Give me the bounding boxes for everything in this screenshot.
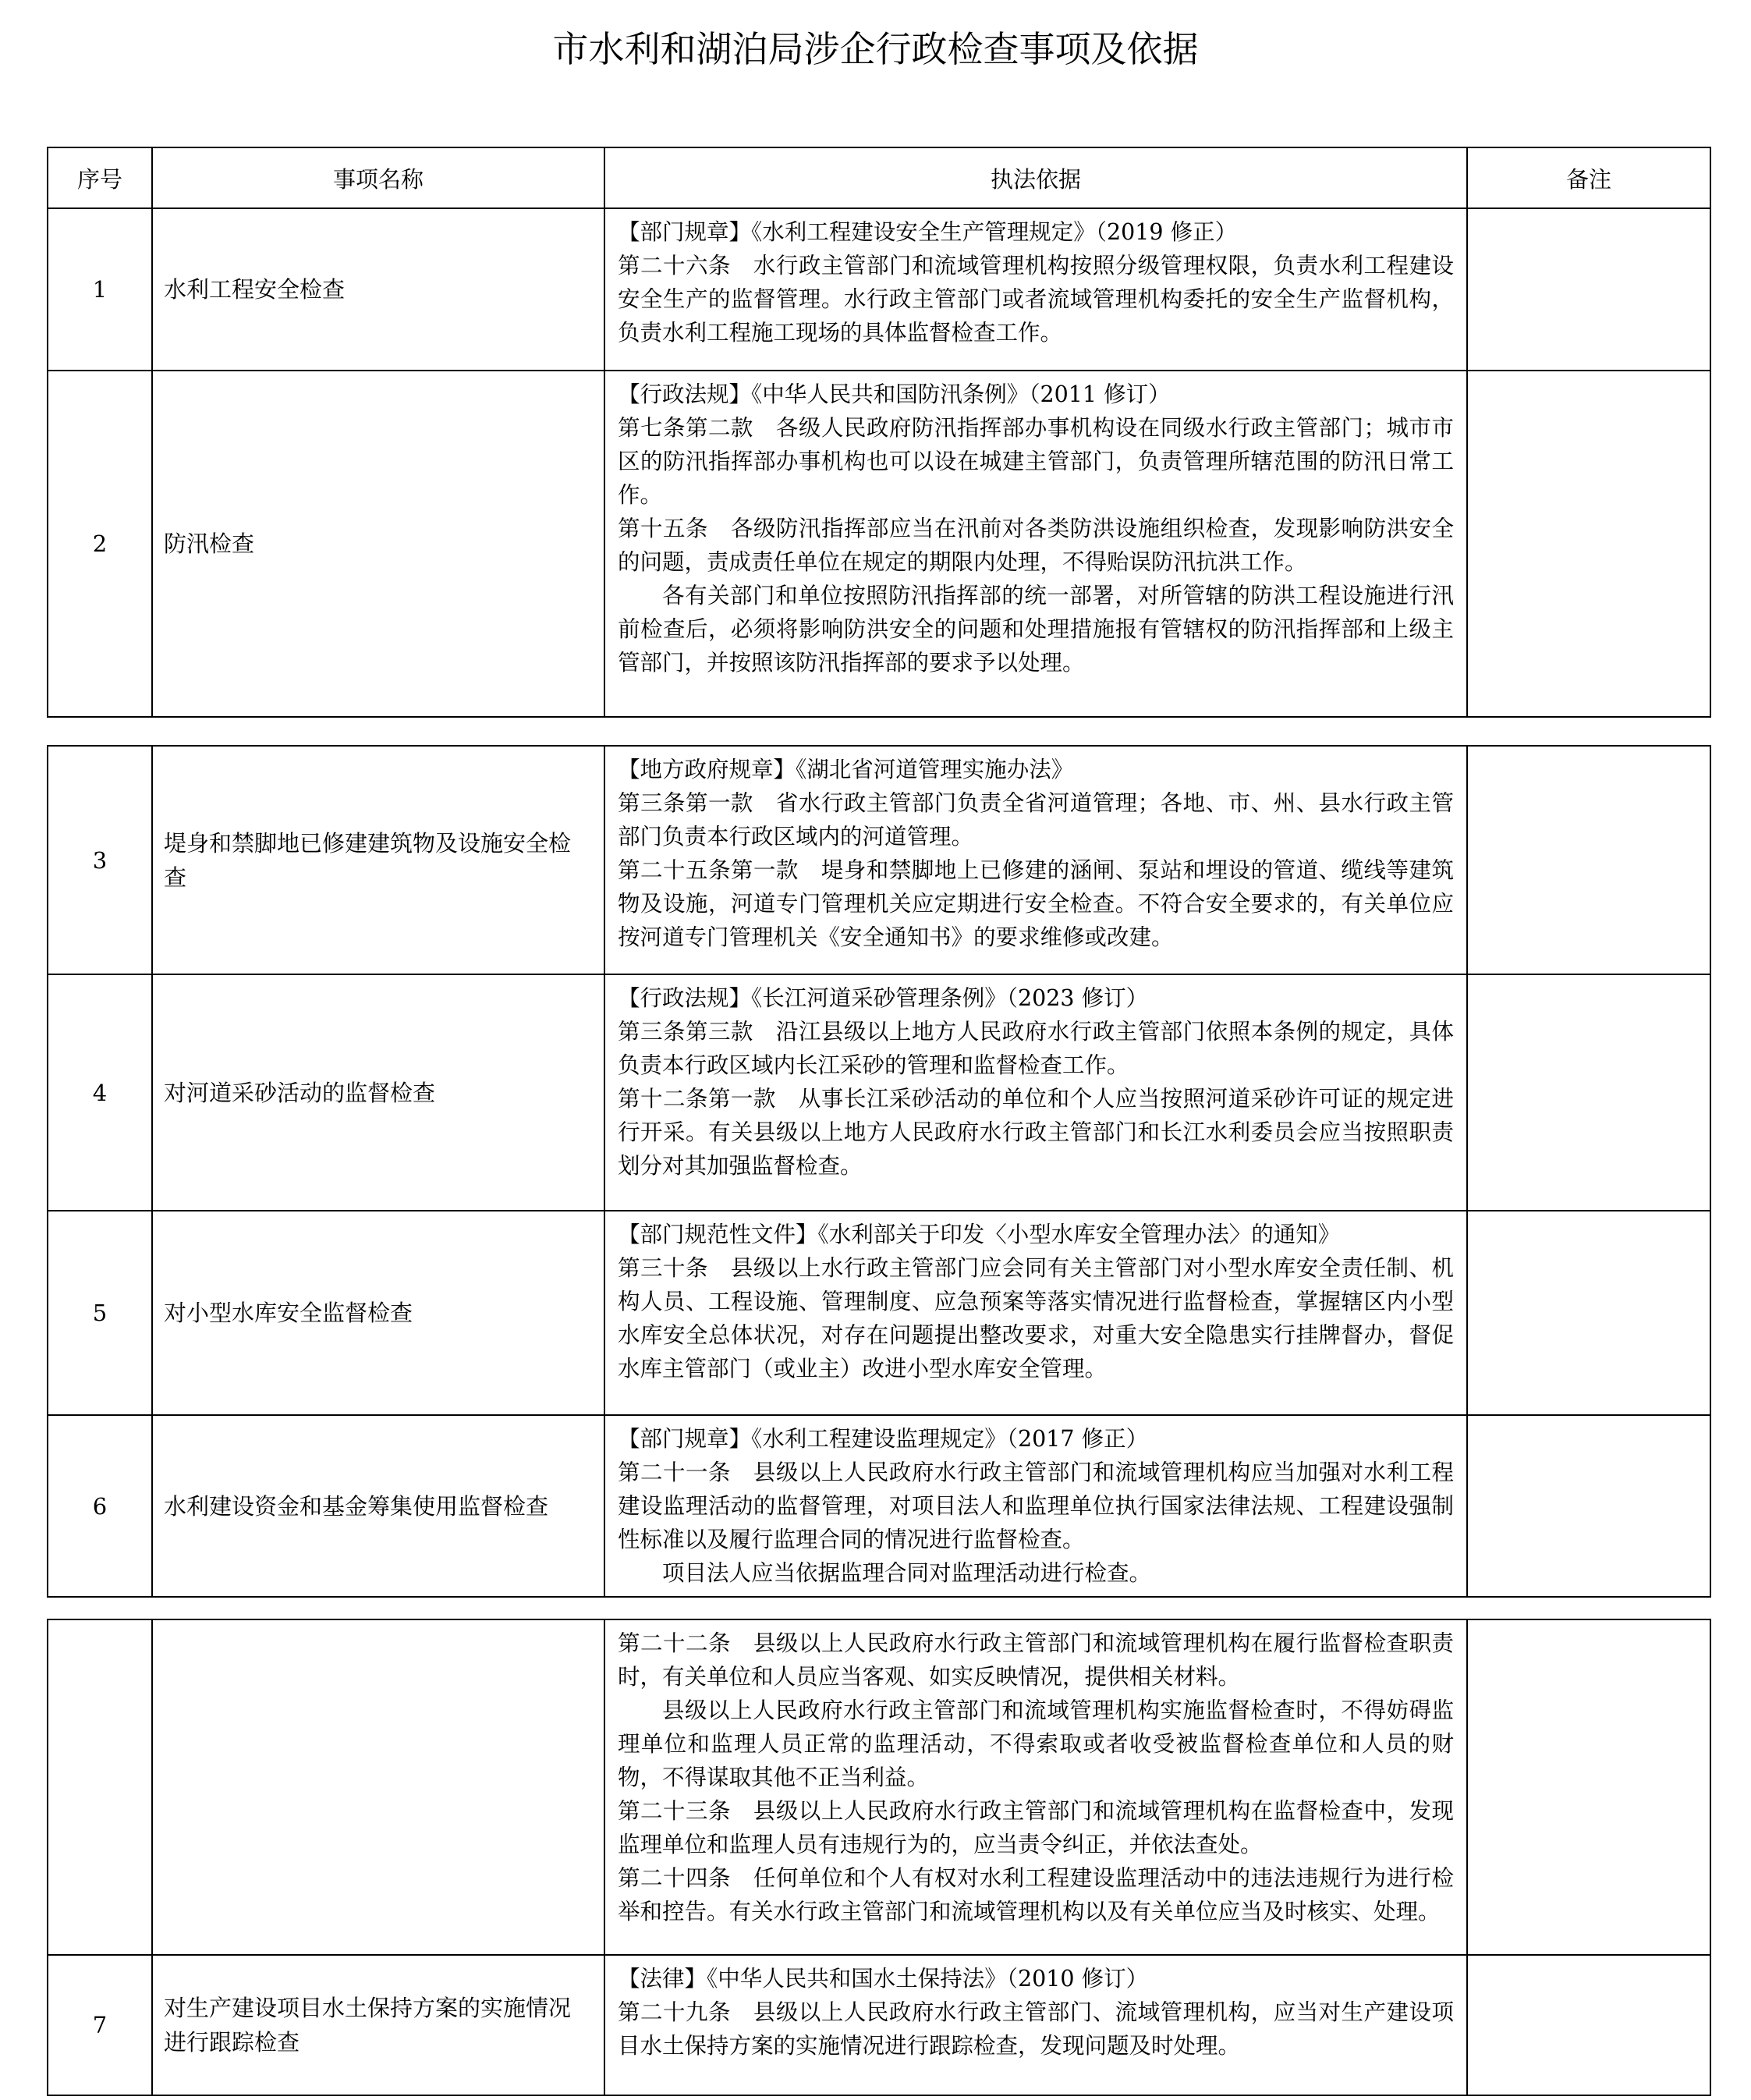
row-legal-basis xyxy=(604,974,1467,1211)
legal-basis-paragraph: 【行政法规】《中华人民共和国防汛条例》（2011 修订） xyxy=(618,381,1171,407)
row-remarks xyxy=(1467,974,1710,1211)
inspection-table-section xyxy=(47,745,1711,1598)
table-row xyxy=(48,1619,1710,1955)
row-seq: 1 xyxy=(48,208,152,371)
row-item-name: 堤身和禁脚地已修建建筑物及设施安全检查 xyxy=(152,746,604,974)
legal-basis-paragraph: 【行政法规】《长江河道采砂管理条例》（2023 修订） xyxy=(618,985,1149,1011)
row-remarks xyxy=(1467,1415,1710,1597)
header-seq: 序号 xyxy=(48,147,152,208)
row-remarks xyxy=(1467,1955,1710,2095)
legal-basis-paragraph: 县级以上人民政府水行政主管部门和流域管理机构实施监督检查时，不得妨碍监理单位和监理人员正常的监理活动，不得索取或者收受被监督检查单位和人员的财物，不得谋取其他不正当利益。 xyxy=(618,1697,1454,1790)
row-legal-basis xyxy=(604,1955,1467,2095)
header-remarks: 备注 xyxy=(1467,147,1710,208)
row-legal-basis xyxy=(604,746,1467,974)
row-legal-basis xyxy=(604,1619,1467,1955)
header-legal-basis: 执法依据 xyxy=(604,147,1467,208)
row-item-name: 对生产建设项目水土保持方案的实施情况进行跟踪检查 xyxy=(152,1955,604,2095)
legal-basis-paragraph: 第三条第一款 省水行政主管部门负责全省河道管理；各地、市、州、县水行政主管部门负责本行政区域内的河道管理。 xyxy=(618,790,1454,850)
row-remarks xyxy=(1467,1211,1710,1415)
row-seq: 5 xyxy=(48,1211,152,1415)
row-item-name: 对河道采砂活动的监督检查 xyxy=(152,974,604,1211)
legal-basis-paragraph: 【部门规章】《水利工程建设安全生产管理规定》（2019 修正） xyxy=(618,219,1238,245)
legal-basis-paragraph: 第二十六条 水行政主管部门和流域管理机构按照分级管理权限，负责水利工程建设安全生产的监督管理。水行政主管部门或者流域管理机构委托的安全生产监督机构，负责水利工程施工现场的具体监督检查工作。 xyxy=(618,253,1454,346)
legal-basis-paragraph: 第十二条第一款 从事长江采砂活动的单位和个人应当按照河道采砂许可证的规定进行开采。有关县级以上地方人民政府水行政主管部门和长江水利委员会应当按照职责划分对其加强监督检查。 xyxy=(618,1086,1454,1179)
legal-basis-paragraph: 第二十二条 县级以上人民政府水行政主管部门和流域管理机构在履行监督检查职责时，有关单位和人员应当客观、如实反映情况，提供相关材料。 xyxy=(618,1630,1454,1690)
legal-basis-paragraph: 第二十四条 任何单位和个人有权对水利工程建设监理活动中的违法违规行为进行检举和控告。有关水行政主管部门和流域管理机构以及有关单位应当及时核实、处理。 xyxy=(618,1865,1454,1924)
row-legal-basis xyxy=(604,371,1467,717)
table-row xyxy=(48,208,1710,371)
inspection-table-section xyxy=(47,1619,1711,2096)
legal-basis-paragraph: 第三十条 县级以上水行政主管部门应会同有关主管部门对小型水库安全责任制、机构人员、工程设施、管理制度、应急预案等落实情况进行监督检查，掌握辖区内小型水库安全总体状况，对存在问题提出整改要求，对重大安全隐患实行挂牌督办，督促水库主管部门（或业主）改进小型水库安全管理。 xyxy=(618,1255,1454,1382)
row-item-name: 防汛检查 xyxy=(152,371,604,717)
table-row xyxy=(48,746,1710,974)
legal-basis-paragraph: 第十五条 各级防汛指挥部应当在汛前对各类防洪设施组织检查，发现影响防洪安全的问题，责成责任单位在规定的期限内处理，不得贻误防汛抗洪工作。 xyxy=(618,516,1454,575)
legal-basis-paragraph: 第二十五条第一款 堤身和禁脚地上已修建的涵闸、泵站和埋设的管道、缆线等建筑物及设施，河道专门管理机关应定期进行安全检查。不符合安全要求的，有关单位应按河道专门管理机关《安全通知书》的要求维修或改建。 xyxy=(618,857,1454,950)
row-legal-basis xyxy=(604,208,1467,371)
legal-basis-paragraph: 【法律】《中华人民共和国水土保持法》（2010 修订） xyxy=(618,1966,1149,1992)
legal-basis-paragraph: 第三条第三款 沿江县级以上地方人民政府水行政主管部门依照本条例的规定，具体负责本行政区域内长江采砂的管理和监督检查工作。 xyxy=(618,1019,1454,1078)
table-row xyxy=(48,1955,1710,2095)
row-remarks xyxy=(1467,746,1710,974)
table-row xyxy=(48,974,1710,1211)
row-seq: 4 xyxy=(48,974,152,1211)
legal-basis-paragraph: 第二十三条 县级以上人民政府水行政主管部门和流域管理机构在监督检查中，发现监理单位和监理人员有违规行为的，应当责令纠正，并依法查处。 xyxy=(618,1798,1454,1857)
legal-basis-paragraph: 第二十一条 县级以上人民政府水行政主管部门和流域管理机构应当加强对水利工程建设监理活动的监督管理，对项目法人和监理单位执行国家法律法规、工程建设强制性标准以及履行监理合同的情况进行监督检查。 xyxy=(618,1460,1454,1552)
legal-basis-paragraph: 各有关部门和单位按照防汛指挥部的统一部署，对所管辖的防洪工程设施进行汛前检查后，必须将影响防洪安全的问题和处理措施报有管辖权的防汛指挥部和上级主管部门，并按照该防汛指挥部的要求予以处理。 xyxy=(618,583,1454,676)
legal-basis-paragraph: 【部门规章】《水利工程建设监理规定》（2017 修正） xyxy=(618,1426,1149,1452)
table-row xyxy=(48,1415,1710,1597)
inspection-table-section xyxy=(47,147,1711,718)
legal-basis-paragraph: 第七条第二款 各级人民政府防汛指挥部办事机构设在同级水行政主管部门；城市市区的防汛指挥部办事机构也可以设在城建主管部门，负责管理所辖范围的防汛日常工作。 xyxy=(618,415,1454,508)
header-item-name: 事项名称 xyxy=(152,147,604,208)
row-legal-basis xyxy=(604,1415,1467,1597)
legal-basis-paragraph: 项目法人应当依据监理合同对监理活动进行检查。 xyxy=(662,1560,1152,1586)
row-seq: 2 xyxy=(48,371,152,717)
row-remarks xyxy=(1467,208,1710,371)
row-seq xyxy=(48,1619,152,1955)
row-remarks xyxy=(1467,371,1710,717)
legal-basis-paragraph: 【地方政府规章】《湖北省河道管理实施办法》 xyxy=(618,757,1074,782)
table-row xyxy=(48,371,1710,717)
legal-basis-paragraph: 【部门规范性文件】《水利部关于印发〈小型水库安全管理办法〉的通知》 xyxy=(618,1222,1341,1247)
table-header-row xyxy=(48,147,1710,208)
table-row xyxy=(48,1211,1710,1415)
row-item-name: 水利建设资金和基金筹集使用监督检查 xyxy=(152,1415,604,1597)
row-seq: 6 xyxy=(48,1415,152,1597)
row-seq: 3 xyxy=(48,746,152,974)
row-item-name: 对小型水库安全监督检查 xyxy=(152,1211,604,1415)
page-title: 市水利和湖泊局涉企行政检查事项及依据 xyxy=(552,28,1199,70)
row-legal-basis xyxy=(604,1211,1467,1415)
row-item-name: 水利工程安全检查 xyxy=(152,208,604,371)
legal-basis-paragraph: 第二十九条 县级以上人民政府水行政主管部门、流域管理机构，应当对生产建设项目水土保持方案的实施情况进行跟踪检查，发现问题及时处理。 xyxy=(618,1999,1454,2059)
row-item-name xyxy=(152,1619,604,1955)
row-remarks xyxy=(1467,1619,1710,1955)
row-seq: 7 xyxy=(48,1955,152,2095)
